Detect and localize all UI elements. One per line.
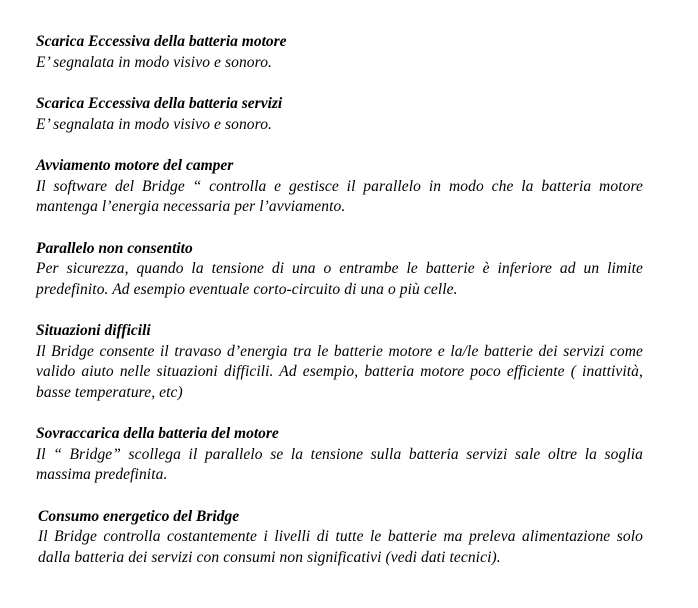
section-difficult-situations xyxy=(36,321,643,403)
section-bridge-energy-consumption xyxy=(36,507,643,569)
section-heading: Scarica Eccessiva della batteria servizi xyxy=(36,95,283,112)
section-parallel-not-allowed xyxy=(36,239,643,301)
section-heading: Consumo energetico del Bridge xyxy=(38,507,240,525)
section-body: Il Bridge controlla costantemente i livelli di tutte le batterie ma preleva alimentazione solo dalla batteria dei servizi con consumi non significativi (vedi dati tecnici). xyxy=(38,528,643,566)
section-heading: Situazioni difficili xyxy=(36,322,151,339)
section-service-battery-discharge xyxy=(36,94,643,135)
section-body: Il Bridge consente il travaso d’energia tra le batterie motore e la/le batterie dei servizi come valido aiuto nelle situazioni difficili. Ad esempio, batteria motore poco efficiente ( inattività, basse temperature, etc) xyxy=(36,342,643,401)
section-body: E’ segnalata in modo visivo e sonoro. xyxy=(36,53,273,71)
section-heading: Scarica Eccessiva della batteria motore xyxy=(36,33,287,50)
section-engine-battery-overcharge xyxy=(36,424,643,486)
section-camper-engine-start xyxy=(36,156,643,218)
section-engine-battery-discharge xyxy=(36,32,643,73)
document-page xyxy=(36,32,643,589)
section-body: Per sicurezza, quando la tensione di una o entrambe le batterie è inferiore ad un limite predefinito. Ad esempio eventuale corto-circuito di una o più celle. xyxy=(36,260,643,298)
section-body: Il “ Bridge” scollega il parallelo se la tensione sulla batteria servizi sale oltre la soglia massima predefinita. xyxy=(36,445,643,483)
section-heading: Sovraccarica della batteria del motore xyxy=(36,425,279,442)
section-heading: Parallelo non consentito xyxy=(36,239,193,257)
section-body: E’ segnalata in modo visivo e sonoro. xyxy=(36,115,273,133)
section-heading: Avviamento motore del camper xyxy=(36,157,234,174)
section-body: Il software del Bridge “ controlla e gestisce il parallelo in modo che la batteria motore mantenga l’energia necessaria per l’avviamento. xyxy=(36,177,643,215)
